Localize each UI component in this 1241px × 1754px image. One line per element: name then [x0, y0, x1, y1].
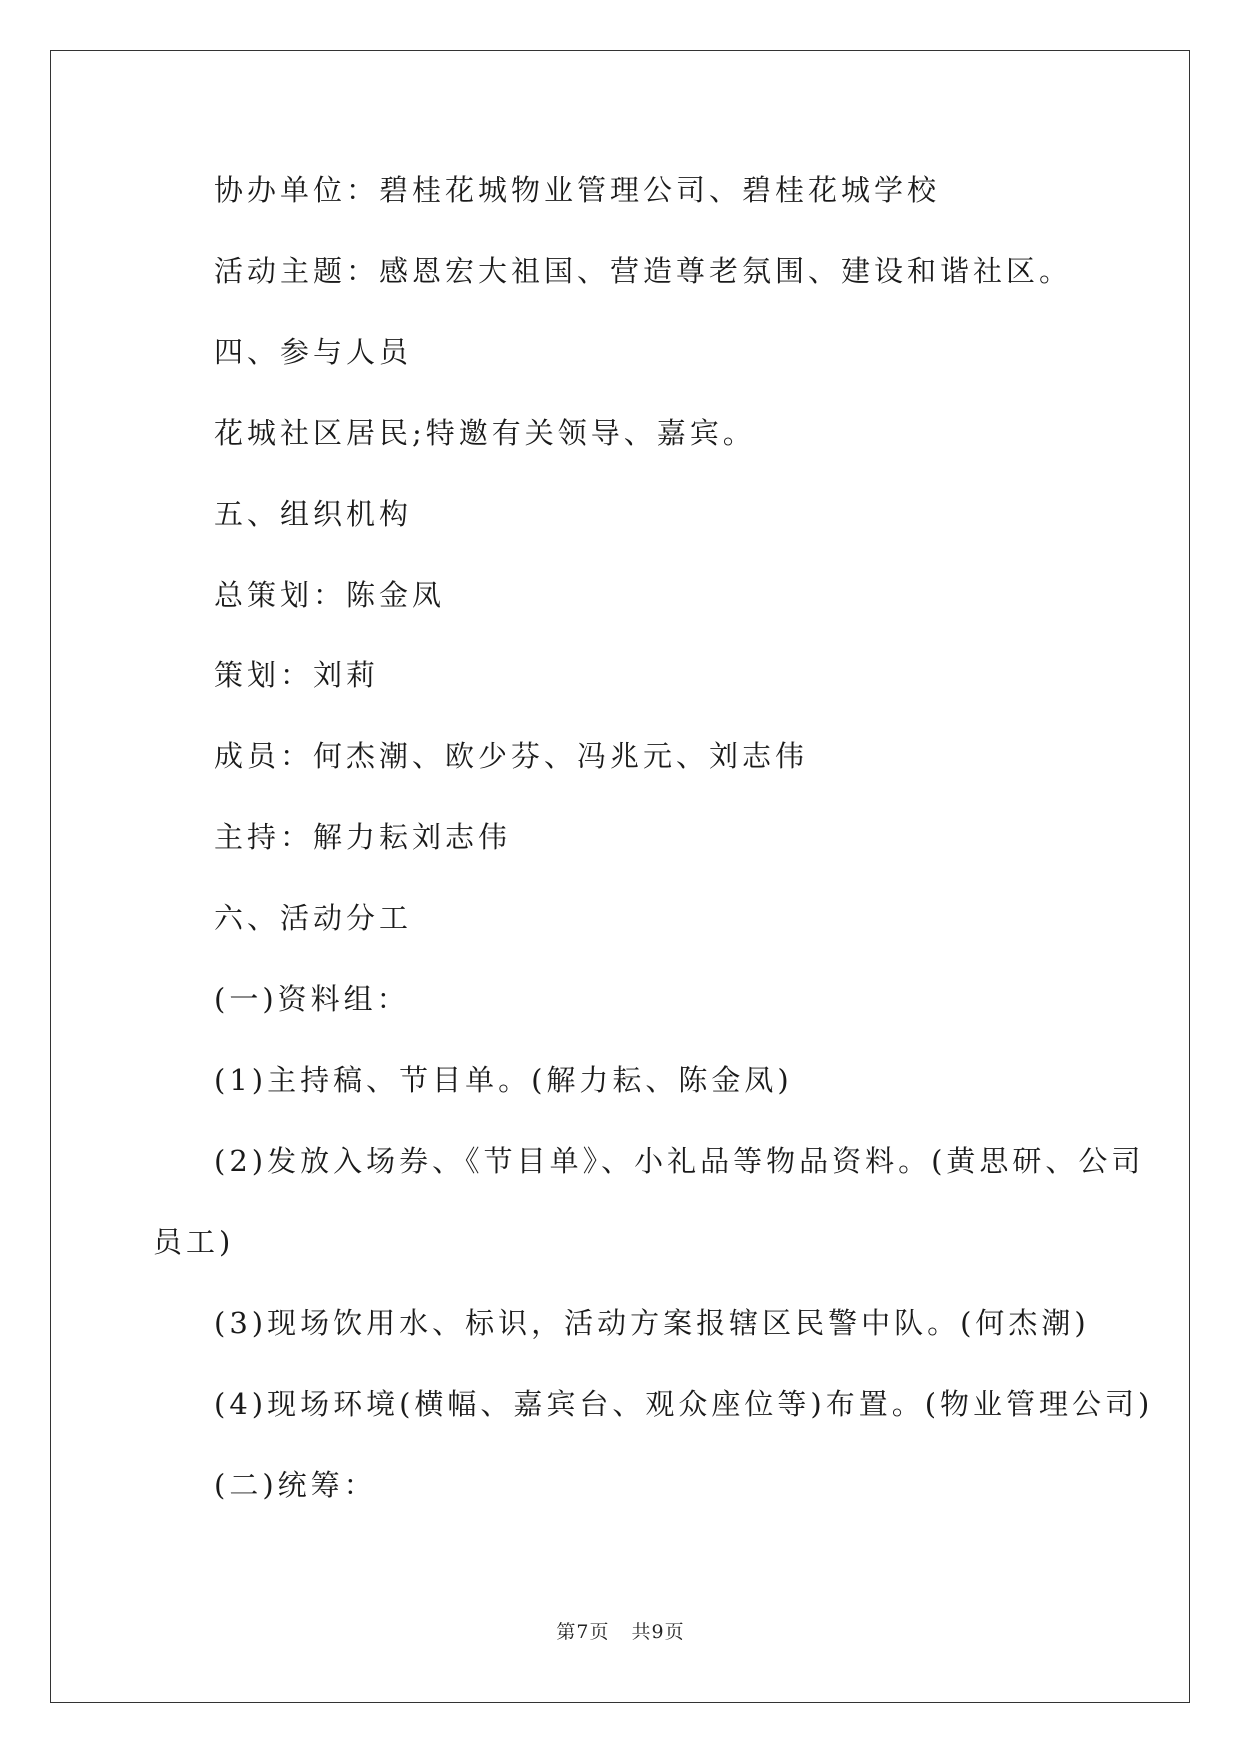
list-item-4: (4)现场环境(横幅、嘉宾台、观众座位等)布置。(物业管理公司) — [214, 1387, 1154, 1421]
section-heading-participants: 四、参与人员 — [214, 335, 413, 369]
text-line-participants: 花城社区居民;特邀有关领导、嘉宾。 — [214, 416, 756, 450]
list-item-3: (3)现场饮用水、标识，活动方案报辖区民警中队。(何杰潮) — [214, 1306, 1090, 1340]
list-item-2: (2)发放入场券、《节目单》、小礼品等物品资料。(黄思研、公司 — [214, 1144, 1145, 1178]
subheading-materials-group: (一)资料组： — [214, 982, 410, 1016]
section-heading-division: 六、活动分工 — [214, 901, 413, 935]
text-line-members: 成员：何杰潮、欧少芬、冯兆元、刘志伟 — [214, 739, 809, 773]
text-line-theme: 活动主题：感恩宏大祖国、营造尊老氛围、建设和谐社区。 — [214, 254, 1073, 288]
text-line-assisting-units: 协办单位：碧桂花城物业管理公司、碧桂花城学校 — [214, 173, 941, 207]
subheading-coordination: (二)统筹： — [214, 1468, 377, 1502]
list-item-2-continuation: 员工) — [153, 1225, 235, 1259]
list-item-1: (1)主持稿、节目单。(解力耘、陈金凤) — [214, 1063, 793, 1097]
page-number: 第7页 — [556, 1621, 610, 1643]
page-footer — [0, 1617, 1241, 1644]
text-line-planner: 策划：刘莉 — [214, 658, 380, 692]
page-frame — [50, 50, 1190, 1703]
page-total: 共9页 — [631, 1621, 685, 1643]
section-heading-organization: 五、组织机构 — [214, 497, 413, 531]
text-line-hosts: 主持：解力耘刘志伟 — [214, 820, 512, 854]
text-line-chief-planner: 总策划：陈金凤 — [214, 578, 446, 612]
